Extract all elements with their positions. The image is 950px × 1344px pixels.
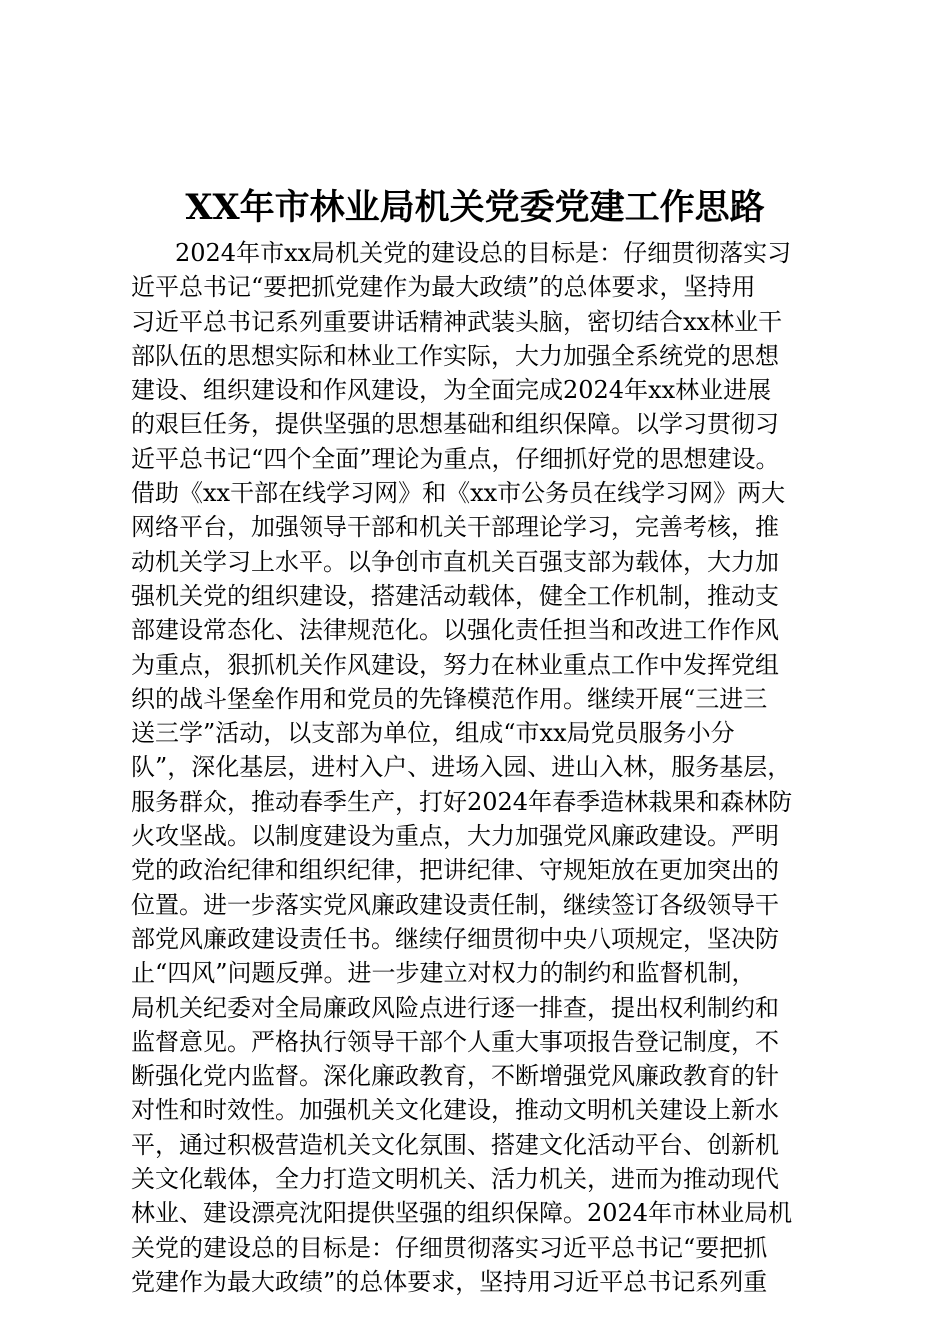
body-line: 近平总书记“要把抓党建作为最大政绩”的总体要求，坚持用	[131, 273, 756, 302]
body-line: 服务群众，推动春季生产，打好2024年春季造林栽果和森林防	[131, 787, 793, 816]
document-title: XX年市林业局机关党委党建工作思路	[185, 187, 765, 228]
body-line: 监督意见。严格执行领导干部个人重大事项报告登记制度，不	[131, 1027, 779, 1056]
body-line: 部队伍的思想实际和林业工作实际，大力加强全系统党的思想	[131, 341, 779, 370]
body-line: 断强化党内监督。深化廉政教育，不断增强党风廉政教育的针	[131, 1062, 779, 1091]
body-line: 为重点，狠抓机关作风建设，努力在林业重点工作中发挥党组	[131, 650, 779, 679]
body-line: 火攻坚战。以制度建设为重点，大力加强党风廉政建设。严明	[131, 822, 779, 851]
body-line: 局机关纪委对全局廉政风险点进行逐一排查，提出权利制约和	[131, 993, 779, 1022]
body-line: 送三学”活动，以支部为单位，组成“市xx局党员服务小分	[131, 719, 735, 748]
body-line: 动机关学习上水平。以争创市直机关百强支部为载体，大力加	[131, 547, 779, 576]
document-body	[131, 236, 831, 1299]
body-line: 近平总书记“四个全面”理论为重点，仔细抓好党的思想建设。	[131, 444, 780, 473]
body-line: 平，通过积极营造机关文化氛围、搭建文化活动平台、创新机	[131, 1130, 779, 1159]
body-line: 队”，深化基层，进村入户、进场入园、进山入林，服务基层，	[131, 753, 792, 782]
body-line: 关文化载体，全力打造文明机关、活力机关，进而为推动现代	[131, 1165, 779, 1194]
body-line: 2024年市xx局机关党的建设总的目标是：仔细贯彻落实习	[175, 239, 792, 267]
body-line: 习近平总书记系列重要讲话精神武装头脑，密切结合xx林业干	[131, 307, 783, 336]
body-line: 网络平台，加强领导干部和机关干部理论学习，完善考核，推	[131, 513, 779, 542]
body-line: 位置。进一步落实党风廉政建设责任制，继续签订各级领导干	[131, 890, 779, 919]
body-line: 党建作为最大政绩”的总体要求，坚持用习近平总书记系列重	[131, 1267, 768, 1296]
body-line: 部党风廉政建设责任书。继续仔细贯彻中央八项规定，坚决防	[131, 924, 779, 953]
body-line: 织的战斗堡垒作用和党员的先锋模范作用。继续开展“三进三	[131, 684, 768, 713]
body-line: 关党的建设总的目标是：仔细贯彻落实习近平总书记“要把抓	[131, 1233, 768, 1262]
body-line: 强机关党的组织建设，搭建活动载体，健全工作机制，推动支	[131, 581, 779, 610]
body-line: 党的政治纪律和组织纪律，把讲纪律、守规矩放在更加突出的	[131, 856, 779, 885]
body-line: 对性和时效性。加强机关文化建设，推动文明机关建设上新水	[131, 1096, 779, 1125]
body-line: 建设、组织建设和作风建设，为全面完成2024年xx林业进展	[131, 376, 772, 405]
body-line: 林业、建设漂亮沈阳提供坚强的组织保障。2024年市林业局机	[131, 1199, 793, 1228]
body-line: 部建设常态化、法律规范化。以强化责任担当和改进工作作风	[131, 616, 779, 645]
body-line: 借助《xx干部在线学习网》和《xx市公务员在线学习网》两大	[131, 479, 786, 508]
body-line: 的艰巨任务，提供坚强的思想基础和组织保障。以学习贯彻习	[131, 410, 779, 439]
body-line: 止“四风”问题反弹。进一步建立对权力的制约和监督机制，	[131, 959, 756, 988]
